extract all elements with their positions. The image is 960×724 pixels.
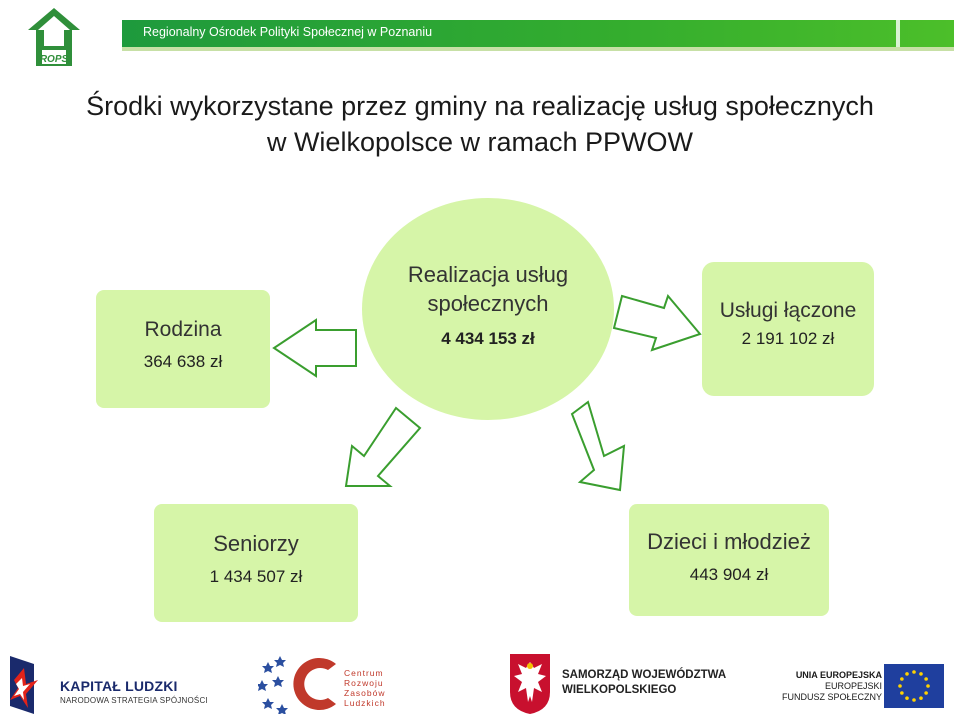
center-label: Realizacja usług społecznych	[407, 262, 569, 316]
samorzad-line-2: WIELKOPOLSKIEGO	[562, 684, 677, 696]
crzl-line: Centrum	[344, 668, 384, 678]
eu-star-icon	[905, 696, 909, 700]
footer-logos	[0, 640, 960, 724]
eu-star-icon	[924, 677, 928, 681]
kapital-ludzki-emblem-icon	[8, 650, 48, 716]
crzl-line: Zasobów	[344, 688, 386, 698]
arrow-down-right-icon	[572, 402, 624, 490]
eu-star-icon	[900, 677, 904, 681]
header-underline	[122, 47, 954, 51]
eu-star-icon	[919, 696, 923, 700]
ue-line-1: UNIA EUROPEJSKA	[795, 670, 882, 680]
center-node	[362, 198, 614, 420]
node-value: 364 638 zł	[143, 352, 223, 371]
eu-star-icon	[919, 672, 923, 676]
title-line-1: Środki wykorzystane przez gminy na realizację usług społecznych	[86, 91, 874, 121]
node-label: Dzieci i młodzież	[647, 529, 811, 554]
node-label: Seniorzy	[213, 531, 299, 556]
center-value: 4 434 153 zł	[441, 329, 535, 348]
samorzad-logo	[508, 652, 727, 716]
samorzad-line-1: SAMORZĄD WOJEWÓDZTWA	[562, 669, 727, 681]
node-seniorzy	[154, 504, 358, 622]
node-value: 443 904 zł	[689, 565, 769, 584]
eu-star-icon	[912, 698, 916, 702]
arrow-left-icon	[274, 320, 356, 376]
rops-logo-icon	[24, 6, 84, 70]
ue-line-3: FUNDUSZ SPOŁECZNY	[781, 692, 882, 702]
rops-logo-text: ROPS	[39, 54, 69, 65]
node-label: Rodzina	[144, 318, 222, 341]
samorzad-name	[562, 668, 726, 698]
eagle-coat-of-arms-icon	[508, 652, 552, 716]
eu-star-icon	[905, 672, 909, 676]
crzl-line: Ludzkich	[344, 698, 386, 708]
kapital-ludzki-logo	[8, 650, 208, 720]
kapital-ludzki-title: KAPITAŁ LUDZKI	[60, 678, 178, 694]
org-name: Regionalny Ośrodek Polityki Społecznej w Poznaniu	[143, 25, 433, 39]
node-label: Usługi łączone	[719, 299, 857, 322]
eu-flag-icon	[884, 664, 944, 708]
ue-line-2: EUROPEJSKI	[824, 681, 882, 691]
eu-star-icon	[926, 684, 930, 688]
crzl-logo	[258, 654, 398, 714]
page-title	[0, 88, 960, 160]
eu-star-icon	[900, 691, 904, 695]
eu-star-icon	[924, 691, 928, 695]
ue-name	[776, 670, 882, 703]
eu-star-icon	[912, 670, 916, 674]
kapital-ludzki-subtitle: NARODOWA STRATEGIA SPÓJNOŚCI	[60, 696, 208, 705]
arrow-down-left-icon	[346, 408, 420, 486]
node-value: 1 434 507 zł	[209, 567, 303, 586]
node-rodzina	[96, 290, 270, 408]
title-line-2: w Wielkopolsce w ramach PPWOW	[266, 127, 694, 157]
node-value: 2 191 102 zł	[741, 329, 835, 348]
node-dzieci-mlodziez	[629, 504, 829, 616]
crzl-line: Rozwoju	[344, 678, 384, 688]
crzl-emblem-icon	[258, 654, 344, 714]
node-uslugi-laczone	[702, 262, 874, 396]
arrow-right-icon	[614, 296, 700, 350]
crzl-name	[344, 668, 386, 708]
eu-star-icon	[898, 684, 902, 688]
